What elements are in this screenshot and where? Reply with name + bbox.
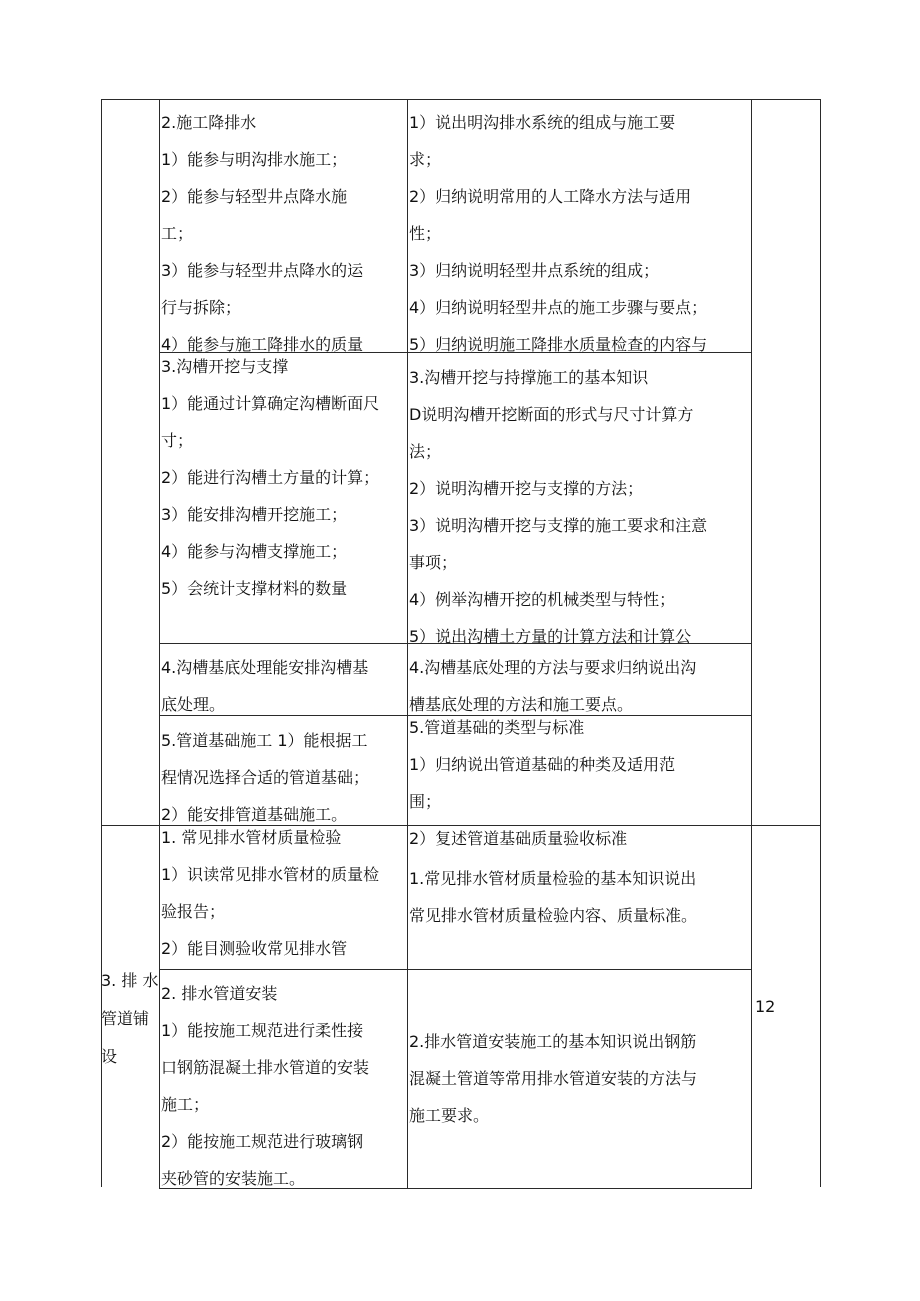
skill-cell-pipe-inspection: 1. 常见排水管材质量检验 1）识读常见排水管材的质量检 验报告； 2）能目测验收常见排水管	[161, 828, 380, 958]
hours-cell: 12	[755, 997, 776, 1016]
knowledge-cell-trench-base: 4.沟槽基底处理的方法与要求归纳说出沟 槽基底处理的方法和施工要点。	[409, 658, 697, 714]
knowledge-cell-dewatering: 1）说出明沟排水系统的组成与施工要 求； 2）归纳说明常用的人工降水方法与适用 性； 3）归纳说明轻型井点系统的组成； 4）归纳说明轻型井点的施工步骤与要点； 5）归纳说明施工降排水质量检查的内容与	[409, 113, 708, 354]
module-cell-drainage-pipe-laying: 3. 排 水 管道铺 设	[101, 971, 159, 1066]
skill-cell-pipe-foundation: 5.管道基础施工 1）能根据工 程情况选择合适的管道基础； 2）能安排管道基础施工。	[161, 731, 370, 824]
skill-cell-dewatering: 2.施工降排水 1）能参与明沟排水施工； 2）能参与轻型井点降水施 工； 3）能参与轻型井点降水的运 行与拆除； 4）能参与施工降排水的质量	[161, 113, 364, 354]
skill-cell-trench-excavation: 3.沟槽开挖与支撑 1）能通过计算确定沟槽断面尺 寸； 2）能进行沟槽土方量的计算； 3）能安排沟槽开挖施工； 4）能参与沟槽支撑施工； 5）会统计支撑材料的数量	[161, 357, 380, 598]
knowledge-cell-pipe-foundation: 5.管道基础的类型与标准 1）归纳说出管道基础的种类及适用范 围； 2）复述管道基础质量验收标准	[409, 718, 676, 848]
rule-top	[101, 99, 820, 100]
rule-knowledge-right	[751, 99, 752, 1189]
knowledge-cell-pipe-inspection: 1.常见排水管材质量检验的基本知识说出 常见排水管材质量检验内容、质量标准。	[409, 869, 698, 925]
knowledge-cell-pipe-installation: 2.排水管道安装施工的基本知识说出钢筋 混凝土管道等常用排水管道安装的方法与 施工要求。	[409, 1032, 698, 1125]
rule-middle	[407, 99, 408, 1189]
rule-row3-bottom	[159, 715, 751, 716]
skill-cell-pipe-installation: 2. 排水管道安装 1）能按施工规范进行柔性接 口钢筋混凝土排水管道的安装 施工； 2）能按施工规范进行玻璃钢 夹砂管的安装施工。	[161, 984, 370, 1188]
knowledge-cell-trench-excavation: 3.沟槽开挖与持撑施工的基本知识 D说明沟槽开挖断面的形式与尺寸计算方 法； 2）说明沟槽开挖与支撑的方法； 3）说明沟槽开挖与支撑的施工要求和注意 事项； 4）例举沟槽开挖的机械类型与特性； 5）说出沟槽土方量的计算方法和计算公	[409, 368, 708, 646]
skill-cell-trench-base: 4.沟槽基底处理能安排沟槽基 底处理。	[161, 658, 369, 714]
rule-skill-left	[159, 99, 160, 1189]
rule-row6-bottom	[159, 1188, 751, 1189]
rule-right	[820, 99, 821, 1187]
